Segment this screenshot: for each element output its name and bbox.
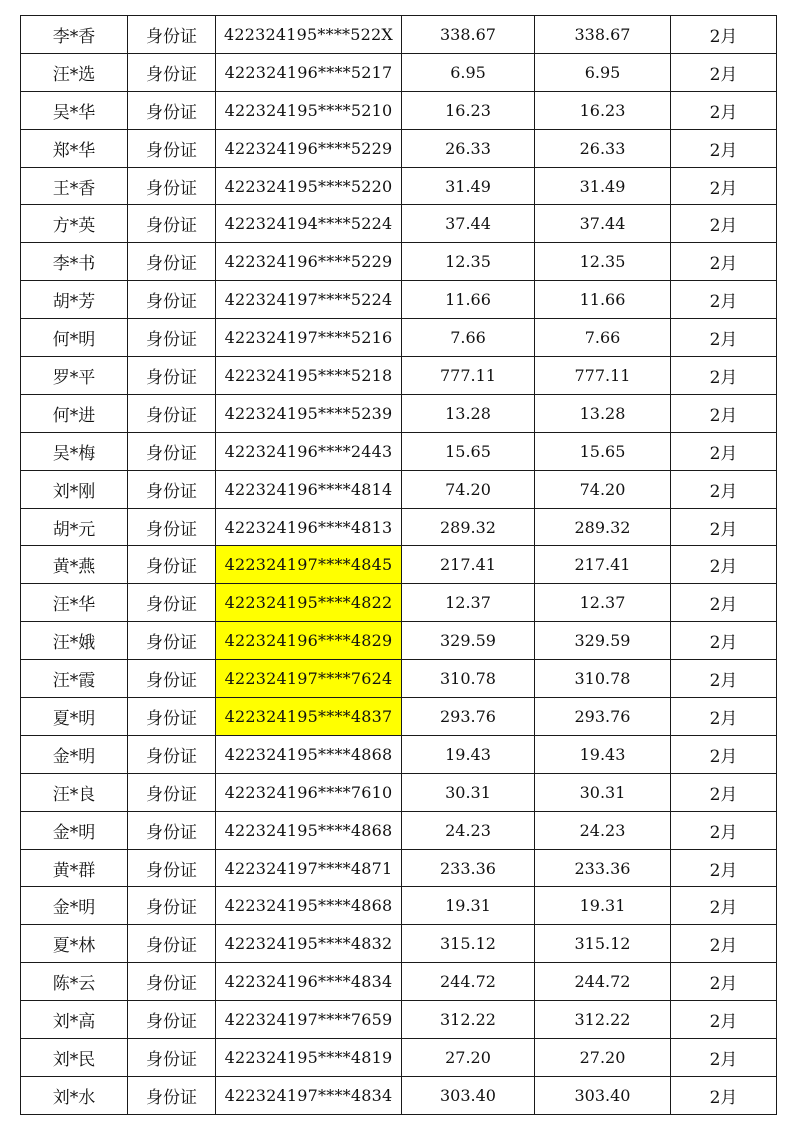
month-cell: 2月: [671, 1001, 777, 1039]
table-row: [21, 887, 777, 925]
amount-cell: 26.33: [402, 129, 535, 167]
paid-amount-cell: 16.23: [535, 91, 671, 129]
amount-cell: 303.40: [402, 1076, 535, 1114]
amount-cell: 6.95: [402, 53, 535, 91]
id-type-cell: 身份证: [128, 357, 216, 395]
id-type-cell: 身份证: [128, 773, 216, 811]
amount-cell: 16.23: [402, 91, 535, 129]
id-number-cell: 422324196****4834: [216, 963, 402, 1001]
id-number-cell: 422324195****4868: [216, 887, 402, 925]
id-type-cell: 身份证: [128, 281, 216, 319]
amount-cell: 233.36: [402, 849, 535, 887]
table-row: [21, 811, 777, 849]
name-cell: 夏*林: [21, 925, 128, 963]
table-row: [21, 91, 777, 129]
id-type-cell: 身份证: [128, 735, 216, 773]
id-type-cell: 身份证: [128, 319, 216, 357]
paid-amount-cell: 19.43: [535, 735, 671, 773]
name-cell: 吴*梅: [21, 432, 128, 470]
month-cell: 2月: [671, 470, 777, 508]
month-cell: 2月: [671, 319, 777, 357]
month-cell: 2月: [671, 281, 777, 319]
name-cell: 汪*良: [21, 773, 128, 811]
id-type-cell: 身份证: [128, 432, 216, 470]
name-cell: 何*明: [21, 319, 128, 357]
id-number-cell: 422324197****5216: [216, 319, 402, 357]
paid-amount-cell: 26.33: [535, 129, 671, 167]
amount-cell: 12.35: [402, 243, 535, 281]
month-cell: 2月: [671, 660, 777, 698]
table-row: [21, 849, 777, 887]
id-number-cell: 422324196****5217: [216, 53, 402, 91]
name-cell: 吴*华: [21, 91, 128, 129]
id-number-cell: 422324196****5229: [216, 129, 402, 167]
id-number-cell: 422324195****5239: [216, 394, 402, 432]
id-number-cell: 422324195****5218: [216, 357, 402, 395]
paid-amount-cell: 11.66: [535, 281, 671, 319]
amount-cell: 24.23: [402, 811, 535, 849]
id-type-cell: 身份证: [128, 16, 216, 54]
amount-cell: 777.11: [402, 357, 535, 395]
table-row: [21, 963, 777, 1001]
id-type-cell: 身份证: [128, 91, 216, 129]
id-type-cell: 身份证: [128, 698, 216, 736]
name-cell: 刘*高: [21, 1001, 128, 1039]
id-type-cell: 身份证: [128, 1076, 216, 1114]
paid-amount-cell: 12.37: [535, 584, 671, 622]
id-number-cell: 422324196****5229: [216, 243, 402, 281]
amount-cell: 244.72: [402, 963, 535, 1001]
id-number-cell: 422324195****4822: [216, 584, 402, 622]
id-type-cell: 身份证: [128, 811, 216, 849]
month-cell: 2月: [671, 1076, 777, 1114]
paid-amount-cell: 74.20: [535, 470, 671, 508]
month-cell: 2月: [671, 963, 777, 1001]
name-cell: 陈*云: [21, 963, 128, 1001]
paid-amount-cell: 15.65: [535, 432, 671, 470]
paid-amount-cell: 338.67: [535, 16, 671, 54]
id-type-cell: 身份证: [128, 508, 216, 546]
month-cell: 2月: [671, 167, 777, 205]
id-type-cell: 身份证: [128, 584, 216, 622]
paid-amount-cell: 37.44: [535, 205, 671, 243]
month-cell: 2月: [671, 546, 777, 584]
id-number-cell: 422324197****7624: [216, 660, 402, 698]
month-cell: 2月: [671, 698, 777, 736]
month-cell: 2月: [671, 849, 777, 887]
paid-amount-cell: 303.40: [535, 1076, 671, 1114]
name-cell: 李*书: [21, 243, 128, 281]
id-type-cell: 身份证: [128, 470, 216, 508]
name-cell: 金*明: [21, 887, 128, 925]
id-number-cell: 422324197****4834: [216, 1076, 402, 1114]
amount-cell: 217.41: [402, 546, 535, 584]
table-row: [21, 53, 777, 91]
id-type-cell: 身份证: [128, 53, 216, 91]
table-row: [21, 508, 777, 546]
id-type-cell: 身份证: [128, 887, 216, 925]
paid-amount-cell: 13.28: [535, 394, 671, 432]
id-number-cell: 422324194****5224: [216, 205, 402, 243]
id-type-cell: 身份证: [128, 622, 216, 660]
id-number-cell: 422324196****4829: [216, 622, 402, 660]
paid-amount-cell: 777.11: [535, 357, 671, 395]
month-cell: 2月: [671, 91, 777, 129]
amount-cell: 293.76: [402, 698, 535, 736]
table-row: [21, 357, 777, 395]
paid-amount-cell: 31.49: [535, 167, 671, 205]
month-cell: 2月: [671, 16, 777, 54]
id-number-cell: 422324196****4814: [216, 470, 402, 508]
table-row: [21, 243, 777, 281]
id-type-cell: 身份证: [128, 546, 216, 584]
month-cell: 2月: [671, 357, 777, 395]
amount-cell: 19.43: [402, 735, 535, 773]
table-row: [21, 1076, 777, 1114]
name-cell: 郑*华: [21, 129, 128, 167]
amount-cell: 338.67: [402, 16, 535, 54]
name-cell: 刘*民: [21, 1039, 128, 1077]
name-cell: 方*英: [21, 205, 128, 243]
id-type-cell: 身份证: [128, 660, 216, 698]
paid-amount-cell: 310.78: [535, 660, 671, 698]
paid-amount-cell: 233.36: [535, 849, 671, 887]
table-body: [21, 16, 777, 1115]
id-type-cell: 身份证: [128, 243, 216, 281]
id-number-cell: 422324195****4868: [216, 735, 402, 773]
id-number-cell: 422324197****5224: [216, 281, 402, 319]
name-cell: 罗*平: [21, 357, 128, 395]
name-cell: 汪*霞: [21, 660, 128, 698]
id-type-cell: 身份证: [128, 1001, 216, 1039]
paid-amount-cell: 315.12: [535, 925, 671, 963]
id-type-cell: 身份证: [128, 963, 216, 1001]
amount-cell: 12.37: [402, 584, 535, 622]
amount-cell: 315.12: [402, 925, 535, 963]
table-row: [21, 546, 777, 584]
amount-cell: 312.22: [402, 1001, 535, 1039]
paid-amount-cell: 217.41: [535, 546, 671, 584]
paid-amount-cell: 6.95: [535, 53, 671, 91]
amount-cell: 19.31: [402, 887, 535, 925]
amount-cell: 31.49: [402, 167, 535, 205]
paid-amount-cell: 329.59: [535, 622, 671, 660]
name-cell: 何*进: [21, 394, 128, 432]
name-cell: 李*香: [21, 16, 128, 54]
month-cell: 2月: [671, 811, 777, 849]
amount-cell: 329.59: [402, 622, 535, 660]
table-row: [21, 394, 777, 432]
table-row: [21, 735, 777, 773]
id-type-cell: 身份证: [128, 129, 216, 167]
table-row: [21, 16, 777, 54]
amount-cell: 15.65: [402, 432, 535, 470]
paid-amount-cell: 24.23: [535, 811, 671, 849]
amount-cell: 7.66: [402, 319, 535, 357]
month-cell: 2月: [671, 925, 777, 963]
table-row: [21, 925, 777, 963]
table-row: [21, 167, 777, 205]
name-cell: 刘*水: [21, 1076, 128, 1114]
month-cell: 2月: [671, 243, 777, 281]
amount-cell: 310.78: [402, 660, 535, 698]
paid-amount-cell: 289.32: [535, 508, 671, 546]
month-cell: 2月: [671, 584, 777, 622]
table-row: [21, 319, 777, 357]
paid-amount-cell: 27.20: [535, 1039, 671, 1077]
id-number-cell: 422324195****4832: [216, 925, 402, 963]
id-number-cell: 422324195****4819: [216, 1039, 402, 1077]
month-cell: 2月: [671, 394, 777, 432]
name-cell: 刘*刚: [21, 470, 128, 508]
table-row: [21, 1001, 777, 1039]
name-cell: 金*明: [21, 811, 128, 849]
table-row: [21, 622, 777, 660]
amount-cell: 13.28: [402, 394, 535, 432]
id-number-cell: 422324195****5220: [216, 167, 402, 205]
table-row: [21, 584, 777, 622]
name-cell: 黄*群: [21, 849, 128, 887]
month-cell: 2月: [671, 622, 777, 660]
paid-amount-cell: 7.66: [535, 319, 671, 357]
table-row: [21, 205, 777, 243]
month-cell: 2月: [671, 129, 777, 167]
name-cell: 汪*华: [21, 584, 128, 622]
month-cell: 2月: [671, 1039, 777, 1077]
name-cell: 汪*选: [21, 53, 128, 91]
id-number-cell: 422324196****7610: [216, 773, 402, 811]
paid-amount-cell: 312.22: [535, 1001, 671, 1039]
table-row: [21, 1039, 777, 1077]
id-type-cell: 身份证: [128, 394, 216, 432]
id-type-cell: 身份证: [128, 167, 216, 205]
name-cell: 夏*明: [21, 698, 128, 736]
amount-cell: 37.44: [402, 205, 535, 243]
month-cell: 2月: [671, 53, 777, 91]
id-type-cell: 身份证: [128, 205, 216, 243]
id-number-cell: 422324196****4813: [216, 508, 402, 546]
name-cell: 王*香: [21, 167, 128, 205]
id-number-cell: 422324195****5210: [216, 91, 402, 129]
name-cell: 胡*芳: [21, 281, 128, 319]
id-type-cell: 身份证: [128, 1039, 216, 1077]
table-row: [21, 281, 777, 319]
month-cell: 2月: [671, 887, 777, 925]
table-row: [21, 773, 777, 811]
name-cell: 金*明: [21, 735, 128, 773]
paid-amount-cell: 19.31: [535, 887, 671, 925]
month-cell: 2月: [671, 508, 777, 546]
name-cell: 汪*娥: [21, 622, 128, 660]
paid-amount-cell: 12.35: [535, 243, 671, 281]
paid-amount-cell: 293.76: [535, 698, 671, 736]
table-row: [21, 129, 777, 167]
id-number-cell: 422324195****522X: [216, 16, 402, 54]
table-row: [21, 660, 777, 698]
table-row: [21, 698, 777, 736]
month-cell: 2月: [671, 735, 777, 773]
month-cell: 2月: [671, 205, 777, 243]
month-cell: 2月: [671, 432, 777, 470]
table-row: [21, 432, 777, 470]
id-number-cell: 422324195****4868: [216, 811, 402, 849]
id-number-cell: 422324197****7659: [216, 1001, 402, 1039]
amount-cell: 30.31: [402, 773, 535, 811]
id-number-cell: 422324197****4871: [216, 849, 402, 887]
amount-cell: 11.66: [402, 281, 535, 319]
amount-cell: 74.20: [402, 470, 535, 508]
id-type-cell: 身份证: [128, 849, 216, 887]
id-number-cell: 422324197****4845: [216, 546, 402, 584]
amount-cell: 289.32: [402, 508, 535, 546]
id-number-cell: 422324195****4837: [216, 698, 402, 736]
amount-cell: 27.20: [402, 1039, 535, 1077]
subsidy-table: [20, 15, 777, 1115]
month-cell: 2月: [671, 773, 777, 811]
paid-amount-cell: 244.72: [535, 963, 671, 1001]
table-row: [21, 470, 777, 508]
id-number-cell: 422324196****2443: [216, 432, 402, 470]
name-cell: 黄*燕: [21, 546, 128, 584]
paid-amount-cell: 30.31: [535, 773, 671, 811]
name-cell: 胡*元: [21, 508, 128, 546]
id-type-cell: 身份证: [128, 925, 216, 963]
